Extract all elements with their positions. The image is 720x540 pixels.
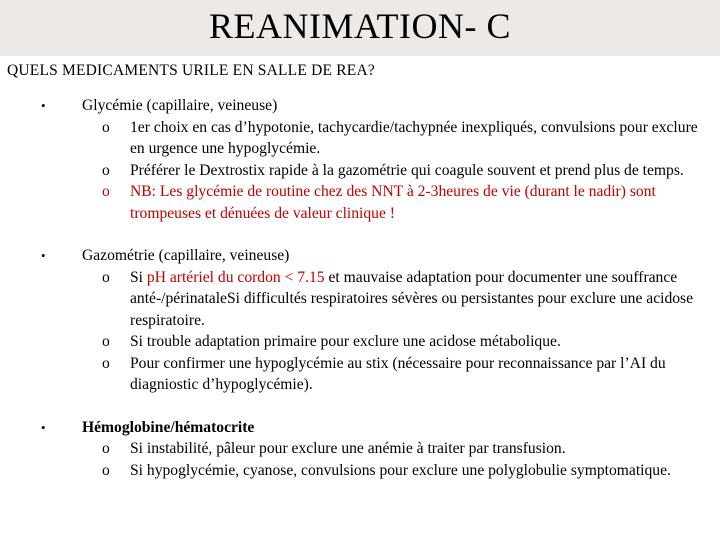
list-item-text: 1er choix en cas d’hypotonie, tachycardie/tachypnée inexpliqués, convulsions pour exclure en urgence une hypoglycémie. [130,118,698,157]
sub-bullet-icon: o [102,268,110,286]
sub-bullet-icon: o [102,183,110,200]
list-item-text: NB: Les glycémie de routine chez des NNT à 2-3heures de vie (durant le nadir) sont trompeuses et dénuées de valeur clinique ! [130,183,656,222]
list-item-text: Pour confirmer une hypoglycémie au stix (nécessaire pour reconnaissance par l’AI du diagniostic d’hypoglycémie). [130,354,666,393]
slide-content [0,95,720,502]
list-item-text: Si instabilité, pâleur pour exclure une anémie à traiter par transfusion. [130,440,566,457]
bullet-icon: • [41,248,46,263]
section-hemoglobine [0,417,720,482]
list-item [102,331,700,353]
sub-bullet-icon: o [102,161,110,179]
sub-bullet-icon: o [102,461,110,479]
section-heading: Hémoglobine/hématocrite [82,418,255,436]
list-item [102,353,700,396]
list-item-highlight: pH artériel du cordon < 7.15 [146,268,325,286]
slide-title: REANIMATION- C [209,6,511,46]
sub-bullet-icon: o [102,354,110,372]
slide-subtitle: QUELS MEDICAMENTS URILE EN SALLE DE REA? [7,62,375,79]
list-item-note [102,181,700,224]
list-item [102,117,700,160]
sub-bullet-icon: o [102,333,110,350]
section-heading: Gazométrie (capillaire, veineuse) [82,247,290,264]
sub-bullet-icon: o [102,440,110,457]
list-item-text: et mauvaise adaptation pour documenter une souffrance anté-/périnataleSi difficultés respiratoires sévères ou persistantes pour exclure une acidose respiratoire. [130,268,694,329]
sub-bullet-icon: o [102,118,110,136]
list-item [102,460,700,482]
list-item [102,438,700,460]
list-item [102,160,700,182]
bullet-icon: • [41,419,46,435]
list-item-text: Préférer le Dextrostix rapide à la gazométrie qui coagule souvent et prend plus de temps. [130,161,684,179]
section-glycemie [0,95,720,224]
list-item-prefix: Si [130,268,147,286]
bullet-icon: • [41,98,46,113]
list-item [102,267,700,332]
list-item-text: Si hypoglycémie, cyanose, convulsions pour exclure une polyglobulie symptomatique. [130,461,671,479]
section-gazometrie [0,245,720,396]
list-item-text: Si trouble adaptation primaire pour exclure une acidose métabolique. [130,333,561,350]
section-heading: Glycémie (capillaire, veineuse) [82,97,278,114]
title-divider [0,52,720,56]
title-bar [0,0,720,52]
